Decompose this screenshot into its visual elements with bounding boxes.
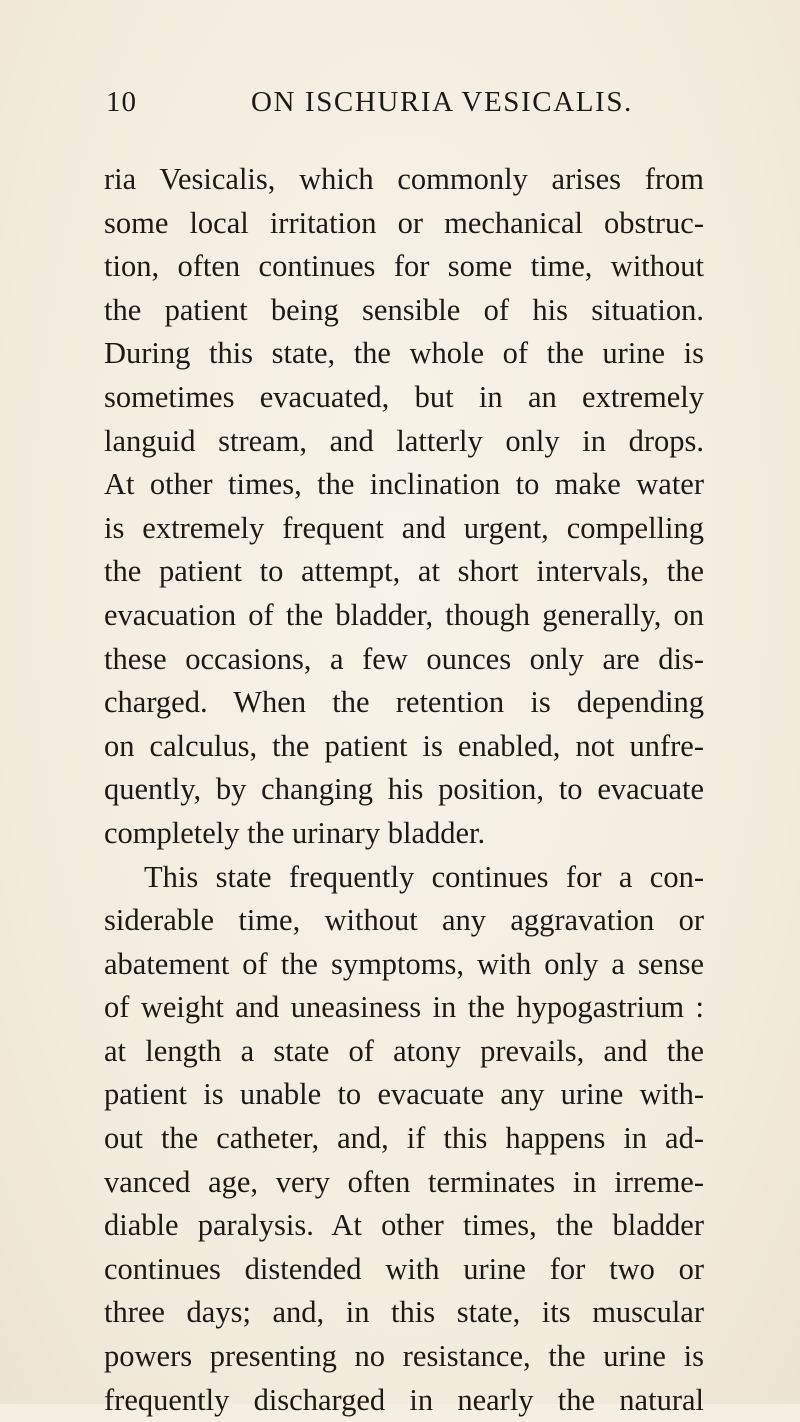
text-line: diable paralysis. At other times, the bladder bbox=[104, 1208, 704, 1243]
running-head: ON ISCHURIA VESICALIS. bbox=[251, 86, 633, 118]
text-line: frequently discharged in nearly the natural bbox=[104, 1382, 704, 1417]
paragraph-first-line: This state frequently continues for a con- bbox=[144, 859, 704, 894]
text-line: siderable time, without any aggravation or bbox=[104, 903, 704, 938]
page-header bbox=[106, 86, 706, 126]
text-line: powers presenting no resistance, the urine is bbox=[104, 1339, 704, 1374]
text-line: the patient being sensible of his situation. bbox=[104, 292, 704, 327]
text-line: abatement of the symptoms, with only a sense bbox=[104, 946, 704, 981]
text-line: out the catheter, and, if this happens in ad- bbox=[104, 1121, 704, 1156]
text-line: During this state, the whole of the urine is bbox=[104, 336, 704, 371]
text-line: patient is unable to evacuate any urine with- bbox=[104, 1077, 704, 1112]
text-line: charged. When the retention is depending bbox=[104, 685, 704, 720]
text-line: some local irritation or mechanical obstruc- bbox=[104, 205, 704, 240]
text-line: sometimes evacuated, but in an extremely bbox=[104, 379, 704, 414]
text-line: quently, by changing his position, to evacuate bbox=[104, 772, 704, 807]
text-line: completely the urinary bladder. bbox=[104, 815, 486, 850]
text-line: evacuation of the bladder, though generally, on bbox=[104, 597, 704, 632]
text-line: the patient to attempt, at short intervals, the bbox=[104, 554, 704, 589]
body-text bbox=[104, 158, 704, 1422]
text-line: languid stream, and latterly only in drops. bbox=[104, 423, 704, 458]
text-line: these occasions, a few ounces only are dis- bbox=[104, 641, 704, 676]
text-line: of weight and uneasiness in the hypogastrium : bbox=[104, 990, 704, 1025]
text-line: at length a state of atony prevails, and the bbox=[104, 1033, 704, 1068]
text-line: tion, often continues for some time, without bbox=[104, 249, 704, 284]
text-line: three days; and, in this state, its muscular bbox=[104, 1295, 704, 1330]
text-line: At other times, the inclination to make water bbox=[104, 467, 704, 502]
text-line: is extremely frequent and urgent, compelling bbox=[104, 510, 704, 545]
page-number: 10 bbox=[106, 86, 137, 118]
text-line: ria Vesicalis, which commonly arises from bbox=[104, 162, 704, 196]
text-line: continues distended with urine for two or bbox=[104, 1251, 704, 1286]
text-line: vanced age, very often terminates in irreme- bbox=[104, 1164, 704, 1199]
text-line: on calculus, the patient is enabled, not unfre- bbox=[104, 728, 704, 763]
